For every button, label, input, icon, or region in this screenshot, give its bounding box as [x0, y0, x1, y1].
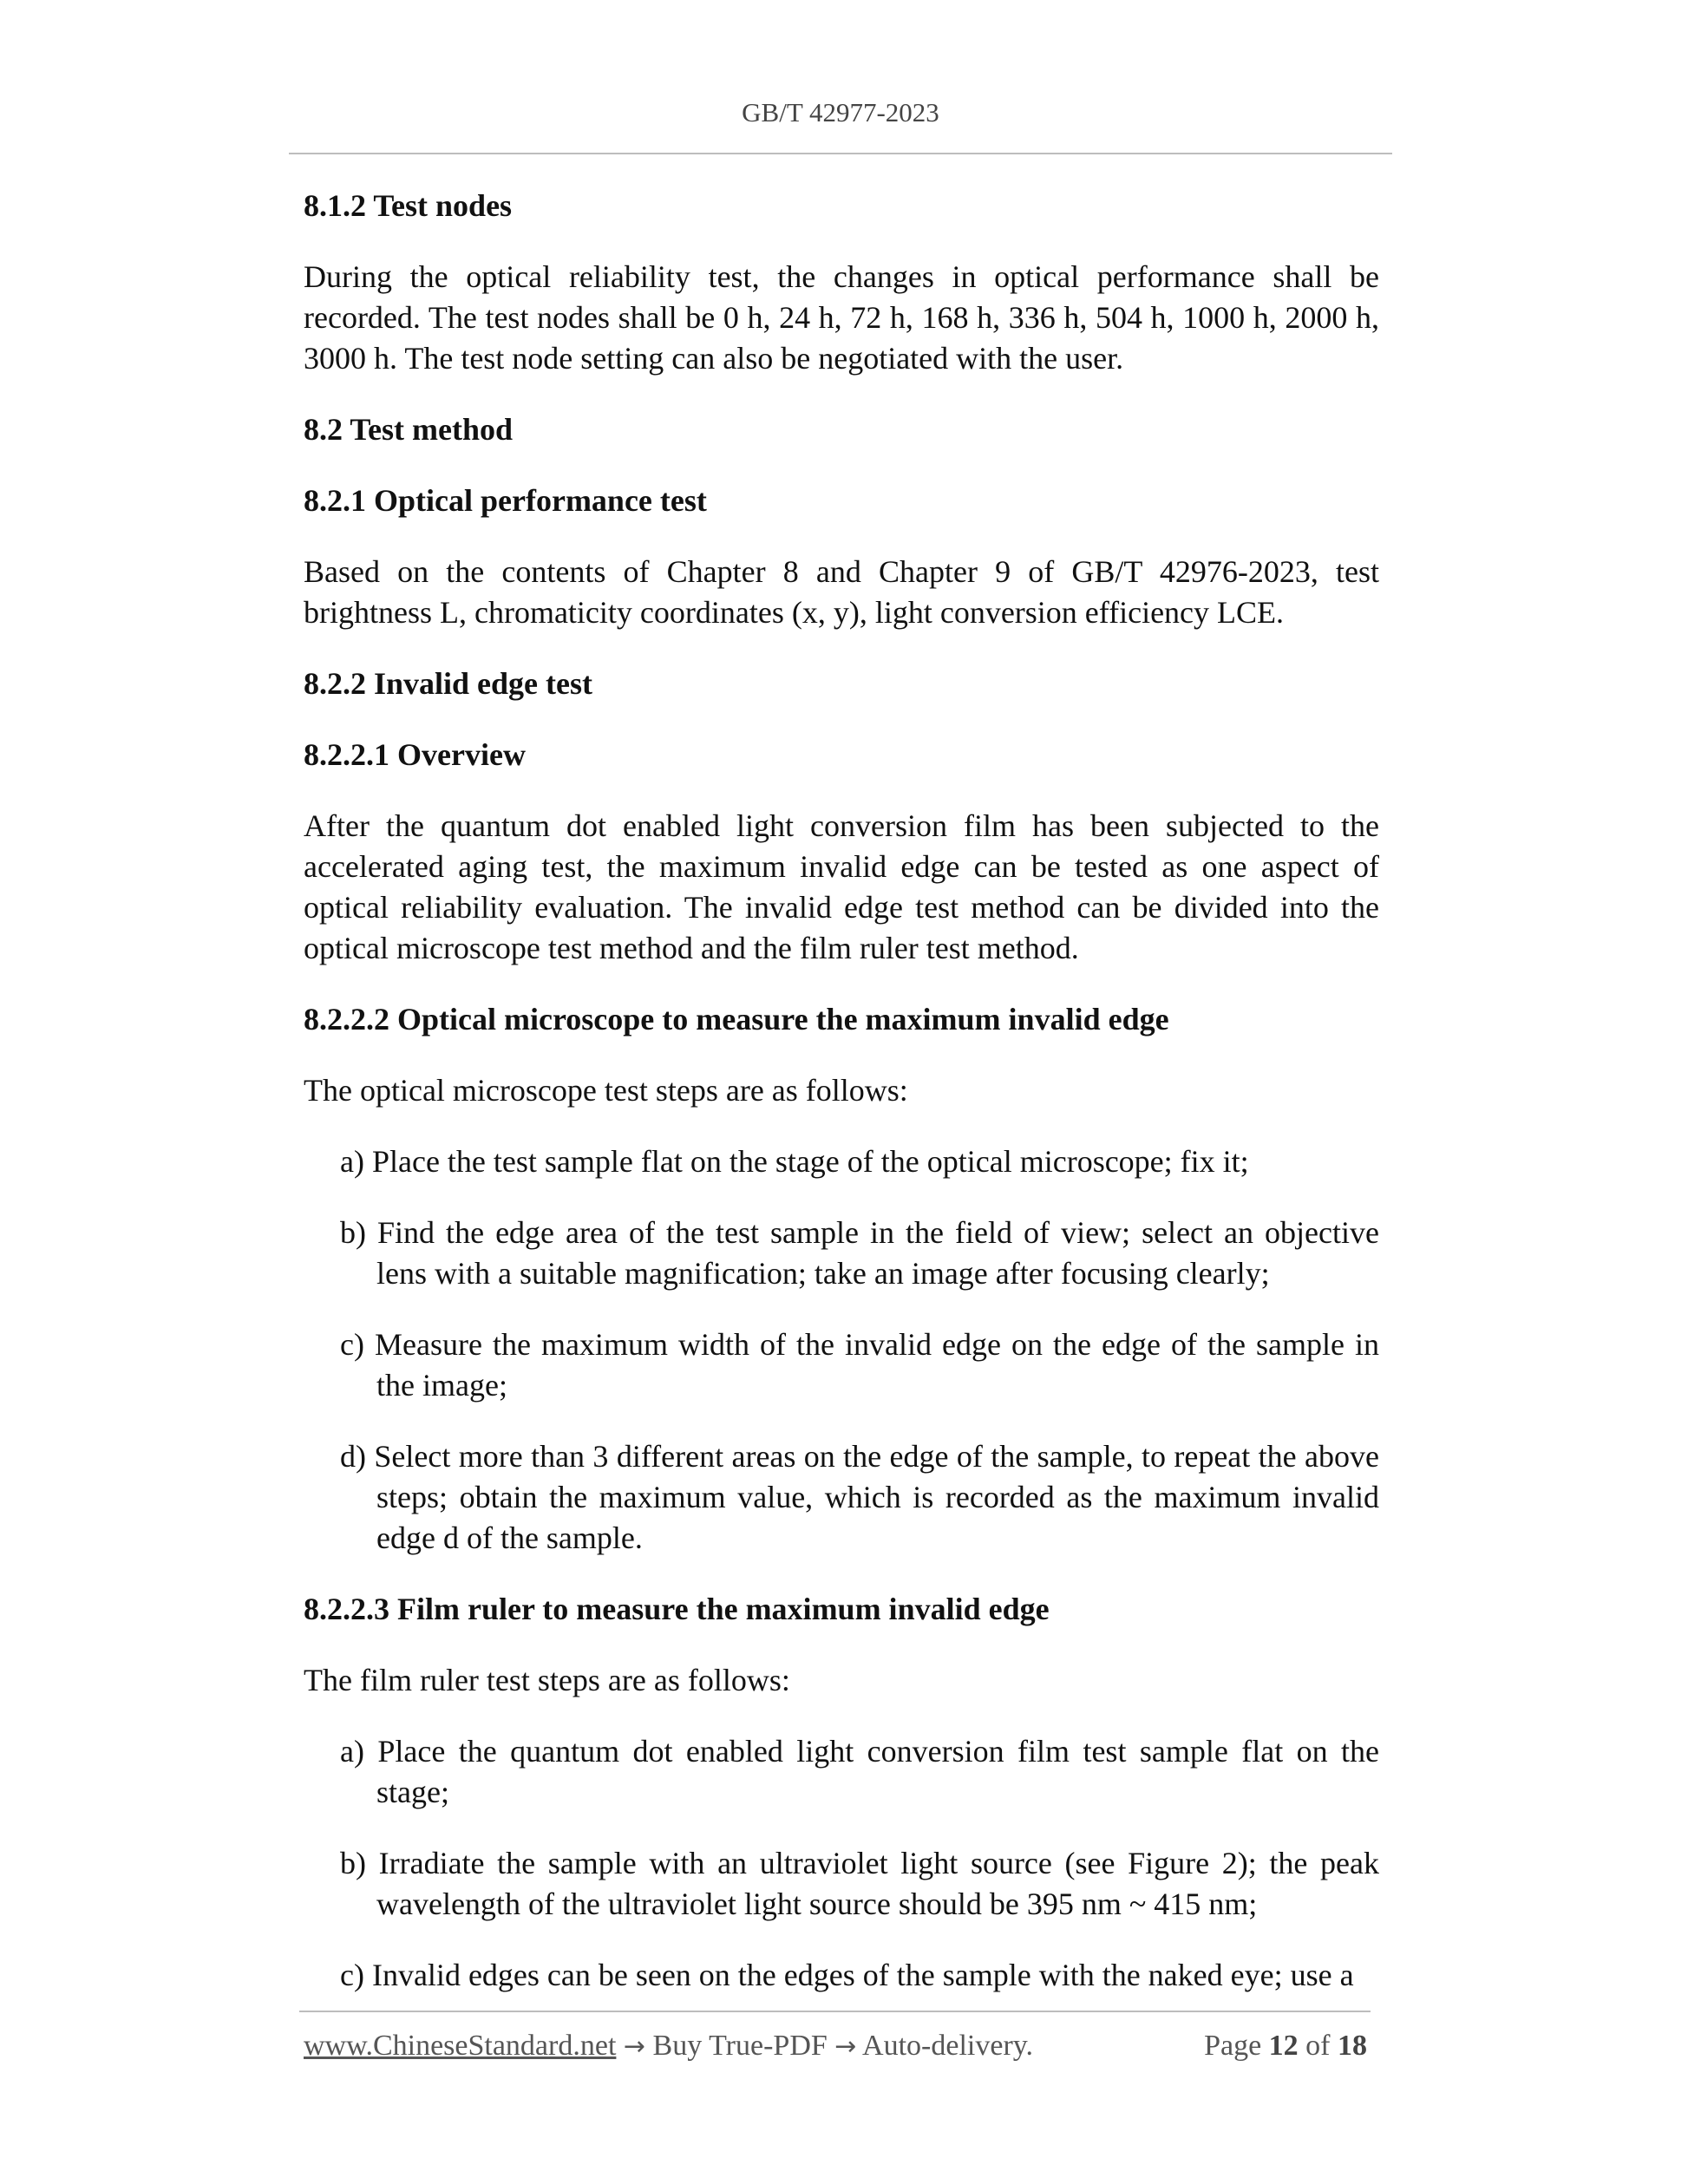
site-link[interactable]: www.ChineseStandard.net	[304, 2030, 617, 2062]
section-heading-8-2-2-3: 8.2.2.3 Film ruler to measure the maximum invalid edge	[304, 1592, 1050, 1626]
page-label: Page	[1204, 2030, 1262, 2062]
list-item-microscope-d: d) Select more than 3 different areas on the edge of the sample, to repeat the above steps; obtain the maximum value, which is recorded as the maximum invalid edge d of the sample.	[340, 1439, 1379, 1555]
list-item-microscope-a: a) Place the test sample flat on the stage of the optical microscope; fix it;	[340, 1144, 1249, 1179]
buy-pdf-text: Buy True-PDF	[652, 2030, 828, 2062]
section-heading-8-1-2: 8.1.2 Test nodes	[304, 188, 513, 223]
paragraph-overview: After the quantum dot enabled light conversion film has been subjected to the accelerated aging test, the maximum invalid edge can be tested as one aspect of optical reliability evaluation. The invalid edge test method can be divided into the optical microscope test method and the film ruler test method.	[304, 808, 1379, 965]
page-content	[304, 186, 1379, 2026]
section-heading-8-2-2-2: 8.2.2.2 Optical microscope to measure the maximum invalid edge	[304, 1002, 1169, 1036]
footer-divider	[299, 2011, 1371, 2012]
header-divider	[289, 153, 1392, 154]
page-total: 18	[1338, 2030, 1367, 2062]
paragraph-optical-performance: Based on the contents of Chapter 8 and Chapter 9 of GB/T 42976-2023, test brightness L, chromaticity coordinates (x, y), light conversion efficiency LCE.	[304, 554, 1379, 630]
section-heading-8-2: 8.2 Test method	[304, 412, 514, 447]
section-heading-8-2-2-1: 8.2.2.1 Overview	[304, 737, 526, 772]
paragraph-test-nodes: During the optical reliability test, the changes in optical performance shall be recorded. The test nodes shall be 0 h, 24 h, 72 h, 168 h, 336 h, 504 h, 1000 h, 2000 h, 3000 h. The test node setting can also be negotiated with the user.	[304, 259, 1379, 376]
page-number	[1204, 2030, 1367, 2063]
paragraph-microscope-intro: The optical microscope test steps are as follows:	[304, 1073, 908, 1108]
list-item-ruler-a: a) Place the quantum dot enabled light conversion film test sample flat on the stage;	[340, 1734, 1379, 1809]
arrow-right-icon: →	[623, 2031, 646, 2062]
arrow-right-icon: →	[834, 2031, 857, 2062]
section-heading-8-2-2: 8.2.2 Invalid edge test	[304, 666, 592, 701]
footer-promo	[304, 2030, 1033, 2063]
document-header-code: GB/T 42977-2023	[742, 97, 939, 128]
page-of-label: of	[1305, 2030, 1331, 2062]
page-current: 12	[1268, 2030, 1299, 2062]
paragraph-film-ruler-intro: The film ruler test steps are as follows:	[304, 1663, 790, 1697]
auto-delivery-text: Auto-delivery.	[862, 2030, 1034, 2062]
list-item-ruler-b: b) Irradiate the sample with an ultraviolet light source (see Figure 2); the peak wavelength of the ultraviolet light source should be 395 nm ~ 415 nm;	[340, 1846, 1379, 1921]
section-heading-8-2-1: 8.2.1 Optical performance test	[304, 483, 707, 518]
list-item-microscope-b: b) Find the edge area of the test sample in the field of view; select an objective lens with a suitable magnification; take an image after focusing clearly;	[340, 1215, 1379, 1291]
list-item-microscope-c: c) Measure the maximum width of the invalid edge on the edge of the sample in the image;	[340, 1327, 1379, 1403]
list-item-ruler-c: c) Invalid edges can be seen on the edges of the sample with the naked eye; use a	[340, 1958, 1354, 1992]
